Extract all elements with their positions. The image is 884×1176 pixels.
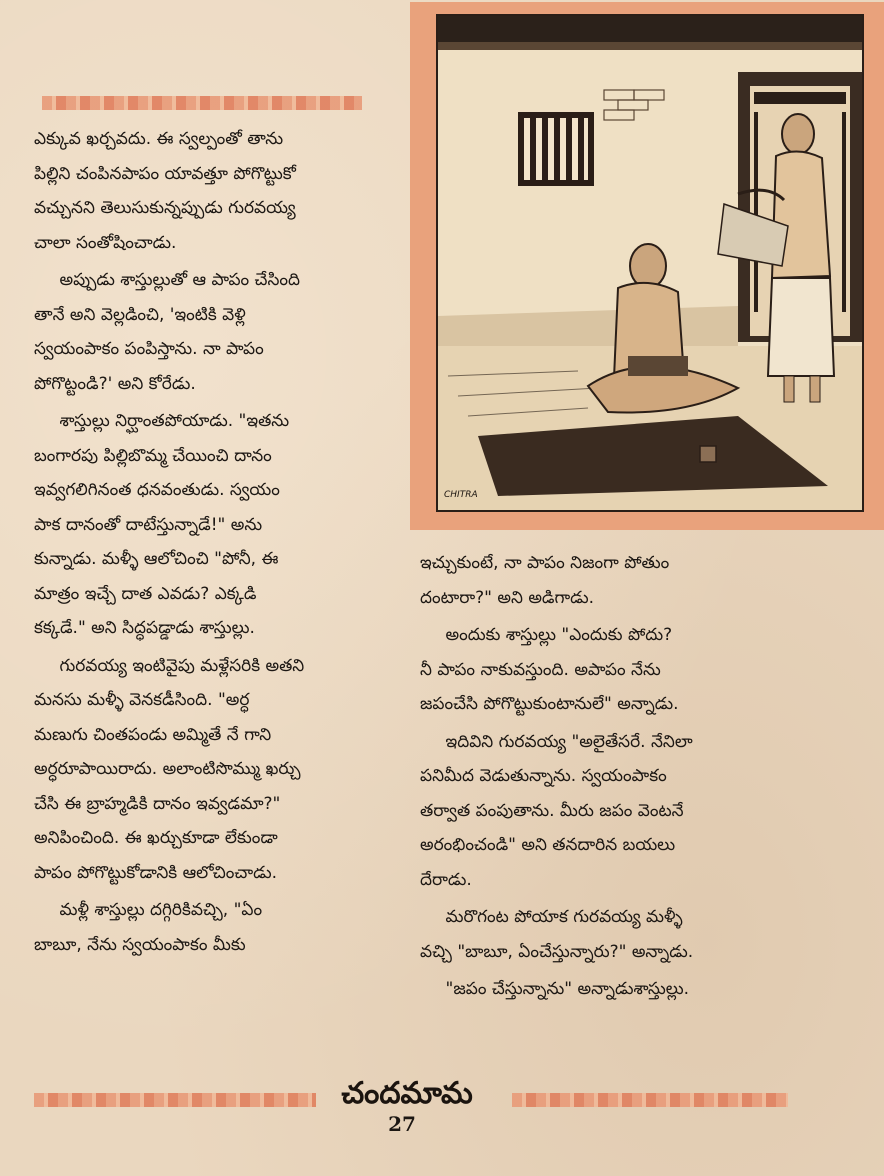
text-line: బాబూ, నేను స్వయంపాకం మీకు	[34, 934, 246, 955]
text-line: పాపం పోగొట్టుకోడానికి ఆలోచించాడు.	[34, 862, 277, 883]
text-line: తర్వాత పంపుతాను. మీరు జపం వెంటనే	[420, 800, 684, 821]
text-line: పోగొట్టండి?' అని కోరేడు.	[34, 373, 196, 394]
decorative-border-bottom-right	[512, 1093, 788, 1107]
illustration-svg	[438, 16, 862, 510]
story-illustration	[436, 14, 864, 512]
text-line: అప్పుడు శాస్తుల్లుతో ఆ పాపం చేసింది	[59, 270, 301, 290]
paragraph	[420, 618, 800, 722]
text-line: వచ్చి "బాబూ, ఏంచేస్తున్నారు?" అన్నాడు.	[420, 941, 694, 962]
text-line: దేరాడు.	[420, 869, 472, 890]
text-line: ఇవ్వగలిగినంత ధనవంతుడు. స్వయం	[34, 480, 280, 500]
paragraph	[34, 263, 404, 401]
text-line: మాత్రం ఇచ్చే దాత ఎవడు? ఎక్కడి	[34, 583, 257, 604]
page-number: 27	[388, 1112, 416, 1136]
text-line: ఇదివిని గురవయ్య "అలైతేసరే. నేనిలా	[445, 731, 693, 752]
text-line: దంటారా?" అని అడిగాడు.	[420, 587, 595, 608]
text-line: గురవయ్య ఇంటివైపు మళ్లేసరికి అతని	[59, 655, 305, 676]
paragraph	[420, 725, 800, 898]
paragraph	[34, 893, 404, 962]
text-line: తానే అని వెల్లడించి, 'ఇంటికి వెళ్లి	[34, 304, 246, 325]
text-line: ఇచ్చుకుంటే, నా పాపం నిజంగా పోతుం	[420, 553, 670, 573]
decorative-border-bottom-left	[34, 1093, 316, 1107]
text-line: వచ్చునని తెలుసుకున్నప్పుడు గురవయ్య	[34, 198, 296, 218]
text-line: నీ పాపం నాకువస్తుంది. అపాపం నేను	[420, 659, 661, 680]
text-line: అందుకు శాస్తుల్లు "ఎందుకు పోదు?	[445, 625, 673, 645]
text-line: ఎక్కువ ఖర్చవదు. ఈ స్వల్పంతో తాను	[34, 129, 284, 149]
paragraph	[34, 649, 404, 891]
text-line: చేసి ఈ బ్రాహ్మడికి దానం ఇవ్వడమా?"	[34, 793, 281, 814]
paragraph	[34, 404, 404, 646]
text-line: కక్కడే." అని సిద్ధపడ్డాడు శాస్తుల్లు.	[34, 618, 255, 638]
right-text-column	[420, 546, 800, 1010]
text-line: "జపం చేస్తున్నాను" అన్నాడుశాస్తుల్లు.	[445, 979, 690, 999]
paragraph	[34, 122, 404, 260]
paragraph	[420, 900, 800, 969]
text-line: పనిమీద వెడుతున్నాను. స్వయంపాకం	[420, 766, 667, 786]
text-line: మణుగు చింతపండు అమ్మితే నే గాని	[34, 724, 272, 745]
text-line: పాక దానంతో దాటేస్తున్నాడే!" అను	[34, 514, 263, 535]
magazine-title: చందమామ	[341, 1076, 473, 1111]
text-line: మళ్లీ శాస్తుల్లు దగ్గిరికివచ్చి, "ఏం	[59, 900, 263, 920]
text-line: అనిపించింది. ఈ ఖర్చుకూడా లేకుండా	[34, 828, 278, 848]
paragraph	[420, 546, 800, 615]
text-line: జపంచేసి పోగొట్టుకుంటానులే" అన్నాడు.	[420, 694, 679, 714]
decorative-border-top	[42, 96, 362, 110]
illustrator-signature: CHITRA	[444, 490, 478, 500]
text-line: పిల్లిని చంపినపాపం యావత్తూ పోగొట్టుకో	[34, 163, 296, 184]
text-line: స్వయంపాకం పంపిస్తాను. నా పాపం	[34, 339, 264, 359]
text-line: మనసు మళ్ళీ వెనకడీసింది. "అర్ధ	[34, 690, 250, 710]
text-line: అర్ధరూపాయిరాదు. అలాంటిసొమ్ము ఖర్చు	[34, 759, 301, 779]
text-line: చాలా సంతోషించాడు.	[34, 232, 177, 253]
text-line: బంగారపు పిల్లిబొమ్మ చేయించి దానం	[34, 445, 272, 466]
paragraph	[420, 972, 800, 1007]
text-line: శాస్తుల్లు నిర్ఘాంతపోయాడు. "ఇతను	[59, 411, 290, 431]
text-line: అరంభించండి" అని తనదారిన బయలు	[420, 835, 676, 855]
text-line: మరొగంట పోయాక గురవయ్య మళ్ళీ	[445, 907, 683, 927]
text-line: కున్నాడు. మళ్ళీ ఆలోచించి "పోనీ, ఈ	[34, 549, 279, 569]
left-text-column	[34, 122, 404, 965]
